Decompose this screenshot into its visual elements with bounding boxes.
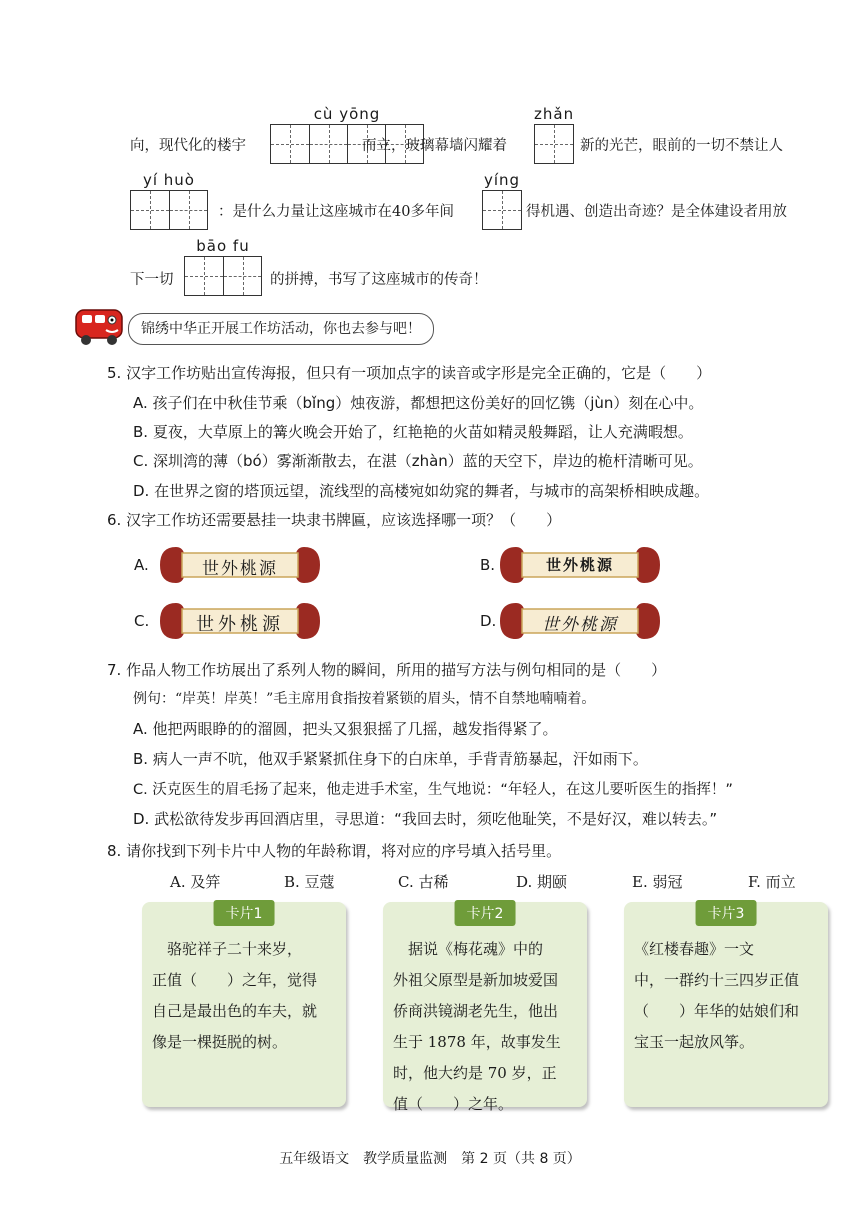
card-line: 骆驼祥子二十来岁， <box>152 940 303 958</box>
pinyin-box[interactable] <box>184 236 262 296</box>
passage-text: 而立，玻璃幕墙闪耀着 <box>362 138 507 154</box>
passage-text: 的拼搏，书写了这座城市的传奇！ <box>270 272 488 288</box>
card-text <box>393 934 579 1120</box>
plaque-option-b[interactable] <box>496 541 664 589</box>
plaque-option-c[interactable] <box>156 597 324 645</box>
question-stem: 7. 作品人物工作坊展出了系列人物的瞬间，所用的描写方法与例句相同的是（ ） <box>107 661 667 679</box>
age-option-d: D. 期颐 <box>516 873 568 891</box>
pinyin-label: bāo fu <box>196 237 250 255</box>
option-d[interactable]: D. 武松欲待发步再回酒店里，寻思道：“我回去时，须吃他耻笑，不是好汉，难以转去。” <box>133 810 718 828</box>
pinyin-box[interactable] <box>534 104 574 164</box>
card-line: 侨商洪镜湖老先生，他出 <box>393 1002 559 1020</box>
option-b[interactable]: B. 夏夜，大草原上的篝火晚会开始了，红艳艳的火苗如精灵般舞蹈，让人充满暇想。 <box>133 423 693 441</box>
age-option-f: F. 而立 <box>748 873 796 891</box>
plaque-text: 世外桃源 <box>545 556 614 574</box>
bus-icon <box>74 306 126 346</box>
card-line: 外祖父原型是新加坡爱国 <box>393 971 559 989</box>
age-option-e: E. 弱冠 <box>632 873 683 891</box>
card-line: 像是一棵挺脱的树。 <box>152 1033 288 1051</box>
passage-text: 得机遇、创造出奇迹？是全体建设者用放 <box>526 204 787 220</box>
option-c[interactable]: C. 沃克医生的眉毛扬了起来，他走进手术室，生气地说：“年轻人，在这儿要听医生的指挥！” <box>133 782 733 798</box>
age-option-b: B. 豆蔻 <box>284 873 335 891</box>
pinyin-box[interactable] <box>130 170 208 230</box>
pinyin-label: yíng <box>483 171 521 189</box>
question-stem: 8. 请你找到下列卡片中人物的年龄称谓，将对应的序号填入括号里。 <box>107 842 562 860</box>
answer-grid[interactable] <box>534 124 574 164</box>
card-line: 自己是最出色的车夫，就 <box>152 1002 318 1020</box>
pinyin-label: yí huò <box>142 171 195 189</box>
plaque-text: 世外桃源 <box>542 615 618 635</box>
pinyin-box[interactable] <box>482 170 522 230</box>
option-b[interactable]: B. 病人一声不吭，他双手紧紧抓住身下的白床单，手背青筋暴起，汗如雨下。 <box>133 750 648 768</box>
plaque-text: 世外桃源 <box>202 559 278 579</box>
question-stem: 5. 汉字工作坊贴出宣传海报，但只有一项加点字的读音或字形是完全正确的，它是（ ） <box>107 364 712 382</box>
card-label: 卡片2 <box>455 900 516 926</box>
card-line: 值（ ）之年。 <box>393 1095 514 1113</box>
card-line: 时，他大约是 70 岁，正 <box>393 1064 557 1082</box>
card-line: 正值（ ）之年，觉得 <box>152 971 318 989</box>
card-label: 卡片3 <box>696 900 757 926</box>
plaque-text: 世外桃源 <box>196 614 284 635</box>
option-d[interactable]: D. 在世界之窗的塔顶远望，流线型的高楼宛如幼窕的舞者，与城市的高架桥相映成趣。 <box>133 482 710 500</box>
pinyin-label: cù yōng <box>313 105 381 123</box>
age-option-a: A. 及笄 <box>170 873 221 891</box>
passage-text: 向，现代化的楼宇 <box>130 138 246 154</box>
card-line: 生于 1878 年，故事发生 <box>393 1033 561 1051</box>
example-sentence: 例句：“岸英！岸英！”毛主席用食指按着紧锁的眉头，情不自禁地喃喃着。 <box>133 691 596 707</box>
option-letter: A. <box>134 556 149 574</box>
card-text <box>634 934 820 1058</box>
card-text <box>152 934 338 1058</box>
card-line: 据说《梅花魂》中的 <box>393 940 544 958</box>
answer-grid[interactable] <box>130 190 208 230</box>
passage-text: 新的光芒，眼前的一切不禁让人 <box>580 138 783 154</box>
card-line: 宝玉一起放风筝。 <box>634 1033 755 1051</box>
card-line: 中，一群约十三四岁正值 <box>634 971 800 989</box>
plaque-option-d[interactable] <box>496 597 664 645</box>
answer-grid[interactable] <box>482 190 522 230</box>
card-line: （ ）年华的姑娘们和 <box>634 1002 800 1020</box>
activity-banner: 锦绣中华正开展工作坊活动，你也去参与吧！ <box>128 313 434 345</box>
answer-grid[interactable] <box>184 256 262 296</box>
card-line: 《红楼春趣》一文 <box>634 940 755 958</box>
option-letter: B. <box>480 556 496 574</box>
option-letter: C. <box>134 612 150 630</box>
card-1 <box>142 902 346 1107</box>
passage-text: 下一切 <box>130 272 174 288</box>
option-letter: D. <box>480 612 497 630</box>
page-footer: 五年级语文 教学质量监测 第 2 页（共 8 页） <box>279 1151 581 1167</box>
question-stem: 6. 汉字工作坊还需要悬挂一块隶书牌匾，应该选择哪一项？（ ） <box>107 511 562 529</box>
passage-text: ：是什么力量让这座城市在40多年间 <box>218 204 454 220</box>
option-a[interactable]: A. 他把两眼睁的的溜圆，把头又狠狠摇了几摇，越发指得紧了。 <box>133 720 558 738</box>
pinyin-label: zhǎn <box>534 105 575 123</box>
plaque-option-a[interactable] <box>156 541 324 589</box>
option-a[interactable]: A. 孩子们在中秋佳节乘（bǐng）烛夜游，都想把这份美好的回忆镌（jùn）刻在心中。 <box>133 394 704 412</box>
card-label: 卡片1 <box>214 900 275 926</box>
card-3 <box>624 902 828 1107</box>
card-2 <box>383 902 587 1113</box>
option-c[interactable]: C. 深圳湾的薄（bó）雾渐渐散去，在湛（zhàn）蓝的天空下，岸边的桅杆清晰可见。 <box>133 452 703 470</box>
age-option-c: C. 古稀 <box>398 873 449 891</box>
